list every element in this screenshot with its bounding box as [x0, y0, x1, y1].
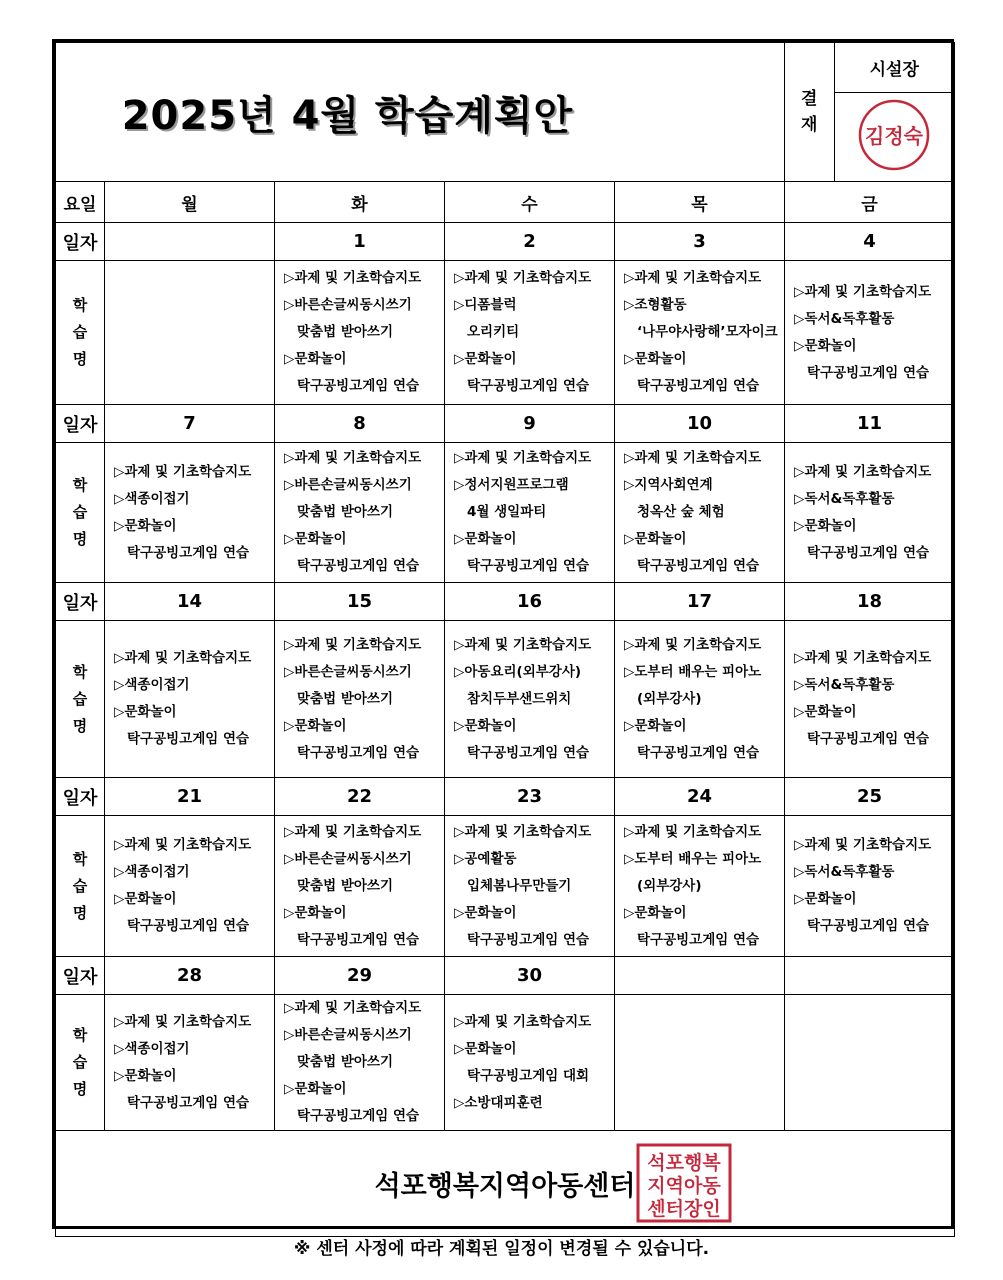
activity-line: ▷과제 및 기초학습지도 [284, 270, 422, 286]
activity-line: ‘나무야사랑해’모자이크 [637, 324, 778, 340]
activity-line: ▷색종이접기 [114, 864, 190, 880]
activity-line: 맞춤법 받아쓰기 [297, 690, 393, 707]
activity-cell [105, 995, 275, 1131]
activity-line: 청옥산 숲 체험 [637, 504, 725, 520]
activity-line: ▷문화놀이 [114, 1067, 177, 1084]
activity-line: ▷문화놀이 [284, 1081, 347, 1097]
date-cell: 4 [785, 223, 955, 261]
weekday-mon: 월 [105, 182, 275, 223]
activity-line: ▷문화놀이 [454, 351, 517, 367]
activity-line: 탁구공빙고게임 연습 [467, 931, 590, 948]
activity-line: ▷조형활동 [624, 297, 687, 313]
activity-line: ▷과제 및 기초학습지도 [794, 463, 932, 480]
activity-line: ▷과제 및 기초학습지도 [624, 270, 762, 286]
activity-line: ▷과제 및 기초학습지도 [114, 463, 252, 480]
activity-line: ▷소방대피훈련 [454, 1094, 543, 1111]
activity-line: ▷바른손글씨동시쓰기 [284, 477, 412, 493]
activity-line: 탁구공빙고게임 연습 [297, 931, 420, 948]
activity-line: ▷문화놀이 [114, 704, 177, 720]
center-name: 석포행복지역아동센터 [374, 1171, 636, 1202]
activity-line: ▷과제 및 기초학습지도 [284, 636, 422, 653]
date-cell: 3 [615, 223, 785, 261]
activity-line: 참치두부샌드위치 [467, 690, 572, 707]
date-cell: 17 [615, 583, 785, 621]
date-cell: 10 [615, 405, 785, 443]
activity-line: ▷문화놀이 [454, 717, 517, 734]
date-cell [615, 957, 785, 995]
activity-cell [785, 443, 955, 583]
activity-cell [785, 816, 955, 957]
activity-line: ▷과제 및 기초학습지도 [284, 1000, 422, 1016]
activity-line: ▷독서&독후활동 [794, 490, 895, 507]
activity-line: ▷문화놀이 [794, 337, 857, 354]
activity-line: 탁구공빙고게임 연습 [127, 731, 250, 747]
weekday-wed: 수 [445, 182, 615, 223]
activity-line: 탁구공빙고게임 연습 [637, 558, 760, 574]
activity-line: ▷과제 및 기초학습지도 [114, 1013, 252, 1030]
activity-line: 맞춤법 받아쓰기 [297, 1054, 393, 1070]
date-cell [105, 223, 275, 261]
weekday-thu: 목 [615, 182, 785, 223]
svg-text:지역아동: 지역아동 [647, 1175, 721, 1197]
plan-sheet [52, 39, 954, 1229]
activity-line: ▷문화놀이 [794, 891, 857, 907]
activity-row-label: 학 습 명 [56, 443, 105, 583]
date-row-label: 일자 [56, 223, 105, 261]
activity-line: 탁구공빙고게임 연습 [297, 378, 420, 394]
activity-line: ▷과제 및 기초학습지도 [794, 837, 932, 853]
activity-line: ▷과제 및 기초학습지도 [624, 636, 762, 653]
activity-cell [105, 443, 275, 583]
activity-cell [445, 443, 615, 583]
activity-line: 탁구공빙고게임 연습 [807, 544, 930, 561]
activity-cell [275, 995, 445, 1131]
date-row-label: 일자 [56, 405, 105, 443]
approval-role: 시설장 [834, 43, 954, 93]
activity-line: ▷문화놀이 [624, 351, 687, 367]
activity-line: ▷도부터 배우는 피아노 [624, 663, 762, 680]
footer-cell [56, 1131, 955, 1237]
activity-line: 오리키티 [467, 324, 520, 340]
activity-line: ▷디폼블럭 [454, 297, 517, 313]
activity-line: ▷과제 및 기초학습지도 [624, 450, 762, 466]
date-cell: 7 [105, 405, 275, 443]
activity-row-label: 학 습 명 [56, 261, 105, 405]
activity-line: 탁구공빙고게임 연습 [127, 1094, 250, 1111]
activity-cell [105, 816, 275, 957]
activity-cell [785, 261, 955, 405]
date-cell: 24 [615, 778, 785, 816]
activity-line: 탁구공빙고게임 연습 [807, 918, 930, 934]
activity-line: ▷문화놀이 [114, 891, 177, 907]
activity-row-label: 학 습 명 [56, 621, 105, 778]
activity-cell [445, 816, 615, 957]
activity-line: ▷문화놀이 [794, 704, 857, 720]
activity-line: ▷아동요리(외부강사) [454, 663, 582, 680]
activity-line: 맞춤법 받아쓰기 [297, 324, 393, 340]
activity-line: ▷과제 및 기초학습지도 [114, 650, 252, 666]
date-cell: 1 [275, 223, 445, 261]
activity-line: ▷과제 및 기초학습지도 [794, 283, 932, 300]
activity-line: ▷과제 및 기초학습지도 [454, 823, 592, 840]
activity-cell [615, 995, 785, 1131]
date-cell: 9 [445, 405, 615, 443]
activity-line: ▷과제 및 기초학습지도 [454, 1013, 592, 1030]
activity-line: ▷과제 및 기초학습지도 [114, 837, 252, 853]
activity-line: 4월 생일파티 [467, 504, 547, 520]
activity-line: ▷과제 및 기초학습지도 [454, 636, 592, 653]
date-cell: 8 [275, 405, 445, 443]
activity-line: ▷독서&독후활동 [794, 864, 895, 880]
activity-cell [615, 261, 785, 405]
activity-line: ▷문화놀이 [284, 351, 347, 367]
activity-line: ▷문화놀이 [454, 1040, 517, 1057]
date-cell: 16 [445, 583, 615, 621]
date-cell: 23 [445, 778, 615, 816]
activity-cell [275, 621, 445, 778]
activity-line: ▷과제 및 기초학습지도 [454, 450, 592, 466]
activity-line: 맞춤법 받아쓰기 [297, 504, 393, 520]
activity-line: 탁구공빙고게임 연습 [807, 364, 930, 381]
date-row-label: 일자 [56, 778, 105, 816]
activity-line: ▷문화놀이 [624, 904, 687, 921]
activity-cell [275, 261, 445, 405]
activity-line: ▷과제 및 기초학습지도 [284, 823, 422, 840]
activity-cell [105, 621, 275, 778]
activity-cell [615, 443, 785, 583]
center-seal-icon [636, 1143, 732, 1223]
date-cell: 22 [275, 778, 445, 816]
activity-line: ▷바른손글씨동시쓰기 [284, 1027, 412, 1043]
activity-cell [275, 816, 445, 957]
activity-cell [445, 995, 615, 1131]
activity-line: ▷바른손글씨동시쓰기 [284, 663, 412, 680]
activity-line: 탁구공빙고게임 연습 [637, 744, 760, 761]
activity-line: ▷문화놀이 [454, 904, 517, 921]
date-cell: 30 [445, 957, 615, 995]
activity-line: (외부강사) [637, 690, 702, 707]
page-title: 2025년 4월 학습계획안 [121, 92, 574, 139]
activity-line: 탁구공빙고게임 연습 [637, 931, 760, 948]
weekday-label: 요일 [56, 182, 105, 223]
date-cell: 25 [785, 778, 955, 816]
date-cell: 15 [275, 583, 445, 621]
date-cell: 28 [105, 957, 275, 995]
activity-line: ▷문화놀이 [794, 517, 857, 534]
approval-box [785, 43, 955, 182]
activity-line: ▷문화놀이 [284, 531, 347, 547]
activity-line: ▷바른손글씨동시쓰기 [284, 297, 412, 313]
activity-cell [615, 816, 785, 957]
activity-line: 탁구공빙고게임 연습 [467, 744, 590, 761]
activity-cell [615, 621, 785, 778]
activity-cell [785, 621, 955, 778]
weekday-tue: 화 [275, 182, 445, 223]
date-cell: 18 [785, 583, 955, 621]
activity-line: 맞춤법 받아쓰기 [297, 877, 393, 894]
activity-line: ▷과제 및 기초학습지도 [284, 450, 422, 466]
activity-line: ▷과제 및 기초학습지도 [794, 650, 932, 666]
activity-line: 탁구공빙고게임 연습 [297, 744, 420, 761]
svg-text:김정숙: 김정숙 [865, 124, 924, 148]
activity-line: ▷문화놀이 [454, 531, 517, 547]
activity-line: ▷색종이접기 [114, 1040, 190, 1057]
activity-line: ▷문화놀이 [284, 904, 347, 921]
activity-line: (외부강사) [637, 877, 702, 894]
activity-line: ▷공예활동 [454, 850, 517, 867]
activity-row-label: 학 습 명 [56, 995, 105, 1131]
activity-line: ▷문화놀이 [624, 717, 687, 734]
activity-line: ▷과제 및 기초학습지도 [454, 270, 592, 286]
activity-line: 탁구공빙고게임 연습 [127, 544, 250, 561]
date-row-label: 일자 [56, 957, 105, 995]
activity-line: 탁구공빙고게임 연습 [297, 1108, 420, 1124]
title-cell [56, 43, 785, 182]
activity-row-label: 학 습 명 [56, 816, 105, 957]
activity-line: ▷문화놀이 [114, 517, 177, 534]
date-cell: 29 [275, 957, 445, 995]
activity-line: ▷바른손글씨동시쓰기 [284, 850, 412, 867]
activity-cell [445, 621, 615, 778]
date-row-label: 일자 [56, 583, 105, 621]
svg-text:석포행복: 석포행복 [647, 1152, 721, 1174]
plan-table [55, 42, 955, 1237]
activity-line: ▷도부터 배우는 피아노 [624, 850, 762, 867]
activity-line: ▷독서&독후활동 [794, 310, 895, 327]
activity-line: ▷독서&독후활동 [794, 677, 895, 693]
svg-text:센터장인: 센터장인 [647, 1198, 721, 1220]
activity-line: ▷정서지원프로그램 [454, 477, 569, 493]
activity-line: 탁구공빙고게임 연습 [127, 918, 250, 934]
activity-line: 입체봄나무만들기 [467, 877, 572, 894]
date-cell: 11 [785, 405, 955, 443]
date-cell [785, 957, 955, 995]
activity-line: ▷색종이접기 [114, 490, 190, 507]
date-cell: 2 [445, 223, 615, 261]
activity-line: 탁구공빙고게임 대회 [467, 1067, 590, 1084]
activity-line: 탁구공빙고게임 연습 [807, 731, 930, 747]
approval-label: 결 재 [785, 43, 834, 181]
approval-stamp [834, 93, 954, 182]
activity-cell [275, 443, 445, 583]
activity-cell [445, 261, 615, 405]
activity-cell [785, 995, 955, 1131]
change-notice: ※ 센터 사정에 따라 계획된 일정이 변경될 수 있습니다. [293, 1239, 710, 1259]
activity-line: ▷지역사회연계 [624, 477, 713, 493]
date-cell: 21 [105, 778, 275, 816]
activity-line: ▷색종이접기 [114, 677, 190, 693]
activity-line: 탁구공빙고게임 연습 [467, 558, 590, 574]
activity-line: ▷과제 및 기초학습지도 [624, 823, 762, 840]
activity-line: 탁구공빙고게임 연습 [637, 378, 760, 394]
activity-line: ▷문화놀이 [284, 717, 347, 734]
activity-cell [105, 261, 275, 405]
activity-line: 탁구공빙고게임 연습 [297, 558, 420, 574]
activity-line: ▷문화놀이 [624, 531, 687, 547]
activity-line: 탁구공빙고게임 연습 [467, 378, 590, 394]
weekday-fri: 금 [785, 182, 955, 223]
date-cell: 14 [105, 583, 275, 621]
signature-stamp-icon [856, 97, 932, 173]
